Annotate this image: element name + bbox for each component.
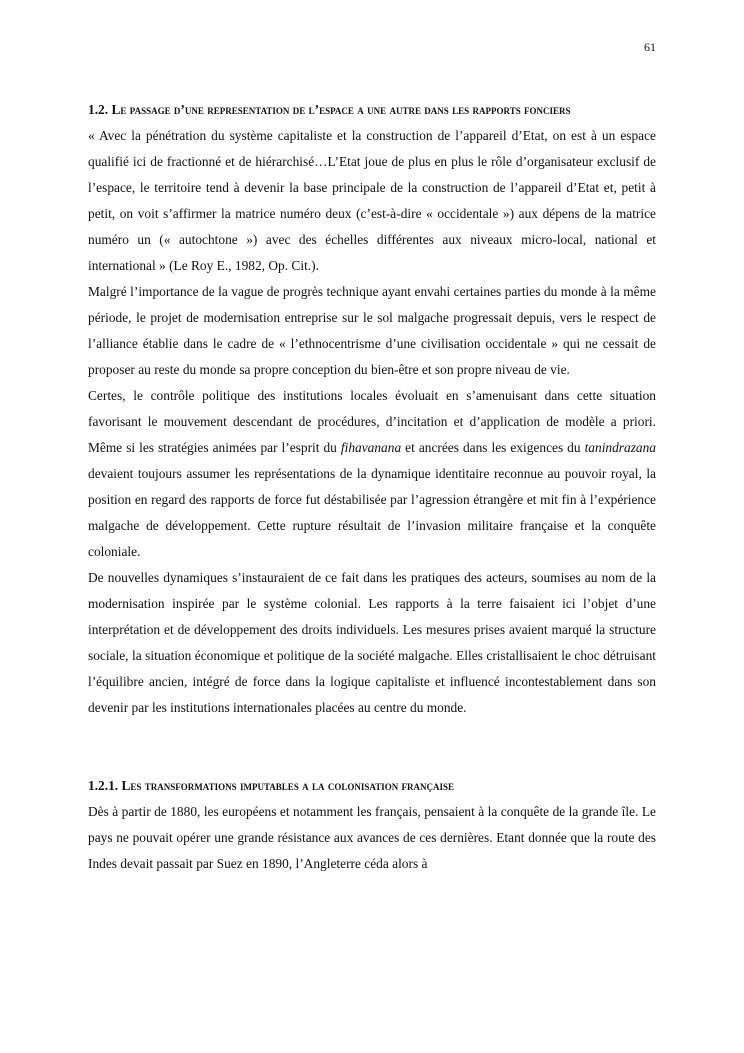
subsection-heading: [88, 773, 656, 799]
italic-term: fihavanana: [340, 440, 402, 455]
section-number: 1.2.: [88, 102, 109, 117]
paragraph-text: Certes, le contrôle politique des institutions locales évoluait en s’amenuisant dans cette situation favorisant le mouvement descendant de procédures, d’incitation et d’application de modèle a priori. Même si les stratégies animées par l’esprit du: [88, 388, 656, 455]
spacer: [88, 721, 656, 747]
paragraph: De nouvelles dynamiques s’instauraient de ce fait dans les pratiques des acteurs, soumises au nom de la modernisation inspirée par le système colonial. Les rapports à la terre faisaient ici l’objet d’une interprétation et de développement des droits individuels. Les mesures prises avaient marqué la structure sociale, la situation économique et politique de la société malgache. Elles cristallisaient le choc détruisant l’équilibre ancien, intégré de force dans la logique capitaliste et influencé incontestablement dans son devenir par les institutions internationales placées au centre du monde.: [88, 570, 656, 715]
paragraph-text: devaient toujours assumer les représentations de la dynamique identitaire reconnue au pouvoir royal, la position en regard des rapports de force fut déstabilisée par l’agression étrangère et mit fin à l’expérience malgache de développement. Cette rupture résultait de l’invasion militaire française et la conquête coloniale.: [88, 466, 656, 559]
subsection-number: 1.2.1.: [88, 778, 119, 793]
paragraph: Malgré l’importance de la vague de progrès technique ayant envahi certaines parties du monde à la même période, le projet de modernisation entreprise sur le sol malgache progressait depuis, vers le respect de l’alliance établie dans le cadre de « l’ethnocentrisme d’une civilisation occidentale » qui ne cessait de proposer au reste du monde sa propre conception du bien-être et son propre niveau de vie.: [88, 284, 656, 377]
italic-term: tanindrazana: [584, 440, 657, 455]
paragraph: Dès à partir de 1880, les européens et notamment les français, pensaient à la conquête de la grande île. Le pays ne pouvait opérer une grande résistance aux avances de ces dernières. Etant donnée que la route des Indes devait passait par Suez en 1890, l’Angleterre céda alors à: [88, 804, 656, 871]
subsection-title: Les transformations imputables a la colonisation française: [121, 778, 455, 793]
page-content: [88, 97, 656, 877]
spacer: [88, 747, 656, 773]
section-heading: [88, 97, 656, 123]
quote-paragraph: « Avec la pénétration du système capitaliste et la construction de l’appareil d’Etat, on est à un espace qualifié ici de fractionné et de hiérarchisé…L’Etat joue de plus en plus le rôle d’organisateur exclusif de l’espace, le territoire tend à devenir la base principale de la construction de l’appareil d’Etat et, petit à petit, on voit s’affirmer la matrice numéro deux (c’est-à-dire « occidentale ») aux dépens de la matrice numéro un (« autochtone ») avec des échelles différentes aux niveaux micro-local, national et international » (Le Roy E., 1982, Op. Cit.).: [88, 128, 656, 273]
page-number: 61: [644, 40, 656, 54]
paragraph: [88, 383, 656, 565]
section-title: Le passage d’une representation de l’espace a une autre dans les rapports fonciers: [111, 102, 571, 117]
paragraph-text: et ancrées dans les exigences du: [401, 440, 585, 455]
